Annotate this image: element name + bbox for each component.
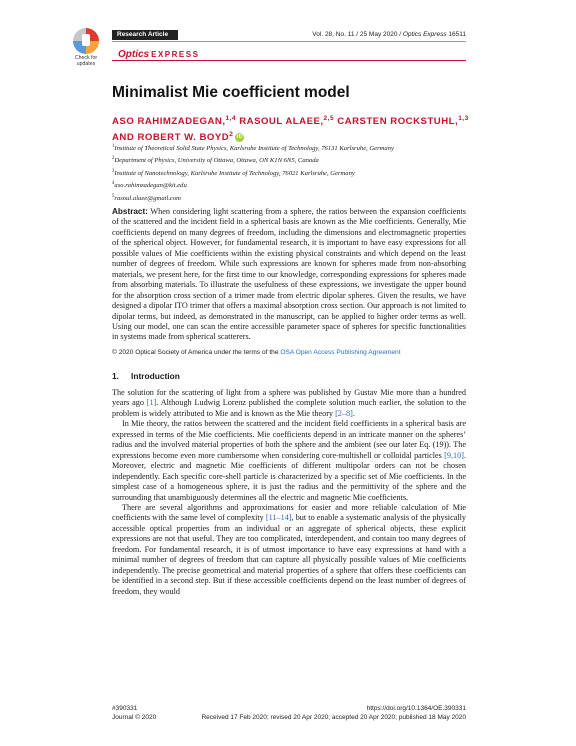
journal-logo: Optics EXPRESS — [118, 49, 200, 60]
abstract-label: Abstract: — [112, 207, 148, 216]
body-text — [112, 388, 466, 597]
paragraph: The solution for the scattering of light from a sphere was published by Gustav Mie more than a hundred years ago [1]. Although Ludwig Lorenz published the complete solution much earlier, the solution to the problem is widely attributed to Mie and is known as the Mie theory [2–8]. — [112, 388, 466, 418]
abstract-text: When considering light scattering from a sphere, the ratios between the expansion coefficients of the scattered and the incident field in a spherical basis are known as the Mie coefficients. Generally, Mie coefficients depend on many degrees of freedom, including the dimensions and electromagnetic properties of the spherical object. However, for fundamental research, it is important to have easy expressions for all possible values of Mie coefficients within the existing physical constraints and which depend on the least number of degrees of freedom. While such expressions are known for spheres made from non-absorbing materials, we present here, for the first time to our knowledge, corresponding expressions for spheres made from absorbing materials. To illustrate the usefulness of these expressions, we investigate the upper bound for the absorption cross section of a trimer made from electric dipolar spheres. Given the results, we have designed a dipolar ITO trimer that offers a maximal absorption cross section. Our approach is not limited to dipolar terms, but indeed, as demonstrated in the manuscript, can be applied to higher order terms as well. Using our model, one can scan the entire accessible parameter space of spheres for specific functionalities in systems made from spherical scatterers. — [112, 207, 466, 342]
author-name[interactable]: CARSTEN ROCKSTUHL, — [334, 116, 459, 128]
affiliation: $^2$Department of Physics, University of Ottawa, Ottawa, ON K1N 6N5, Canada — [112, 156, 319, 165]
citation-link[interactable]: [1] — [146, 398, 157, 408]
badge-label: Check for updates — [74, 55, 98, 67]
author-list: ASO RAHIMZADEGAN,$^{1,4}$ RASOUL ALAEE,$^{2,5}$ CARSTEN ROCKSTUHL,$^{1,3}$ AND ROBERT W. BOYD$^2$ iD — [112, 115, 469, 144]
section-heading: 1. Introduction — [112, 371, 180, 381]
affiliations — [112, 142, 472, 204]
author-name[interactable]: RASOUL ALAEE, — [236, 116, 324, 128]
running-header — [112, 30, 466, 40]
update-icon — [73, 28, 99, 54]
citation-link[interactable]: [2–8] — [335, 408, 353, 418]
logo-divider — [112, 60, 466, 61]
affiliation: $^1$Institute of Theoretical Solid State Physics, Karlsruhe Institute of Technology, 76131 Karlsruhe, Germany — [112, 144, 394, 153]
journal-copyright: Journal © 2020 — [112, 714, 157, 721]
article-id: #390331 — [112, 705, 138, 712]
paragraph: There are several algorithms and approximations for easier and more reliable calculation of Mie coefficients with the same level of complexity [11–14], but to enable a systematic analysis of the physically accessible optical properties from an individual or an aggregate of spherical objects, these explicit expressions are not that useful. They are too complicated, interdependent, and contain too many degrees of freedom. For fundamental research, it is of utmost importance to have easy expressions at hand with a minimal number of degrees of freedom that can capture all physically possible values of Mie coefficients independently. The precise geometrical and material properties of a sphere that offers these coefficients can be identified in a second step. But if these accessible coefficients depend on the least number of degrees of freedom, they would — [112, 502, 466, 596]
affiliation: $^3$Institute of Nanotechnology, Karlsruhe Institute of Technology, 76021 Karlsruhe, Germany — [112, 168, 355, 178]
doi-link[interactable]: https://doi.org/10.1364/OE.390331 — [366, 705, 466, 712]
citation-line: Vol. 28, No. 11 / 25 May 2020 / Optics Express 16511 — [312, 31, 466, 38]
article-type-tag: Research Article — [112, 30, 178, 40]
citation-link[interactable]: [11–14] — [265, 513, 292, 523]
author-name[interactable]: ASO RAHIMZADEGAN, — [112, 116, 226, 128]
page-footer — [112, 704, 466, 722]
author-name[interactable]: AND ROBERT W. BOYD — [112, 132, 230, 144]
copyright-line: © 2020 Optical Society of America under the terms of the OSA Open Access Publishing Agreement — [112, 349, 401, 356]
publication-history: Received 17 Feb 2020; revised 20 Apr 2020; accepted 20 Apr 2020; published 18 May 2020 — [201, 714, 466, 721]
paragraph: In Mie theory, the ratios between the scattered and the incident field coefficients in a spherical basis are expressed in terms of the Mie coefficients. Mie coefficients depend in an intricate manner on the spheres’ radius and the involved material properties of both the sphere and the ambient (see our later Eq. (19)). The expressions become even more cumbersome when considering core-multishell or colloidal particles [9,10]. Moreover, electric and magnetic Mie coefficients of different multipolar orders can not be chosen independently. Each specific core-shell particle is characterized by a specific set of Mie coefficients. In the simplest case of a homogeneous sphere, it is just the radius and the permittivity of the sphere and the surrounding that unambiguously determines all the electric and magnetic Mie coefficients. — [112, 419, 466, 502]
check-for-updates-badge[interactable] — [66, 28, 106, 66]
citation-link[interactable]: [9,10] — [444, 450, 464, 460]
orcid-icon[interactable]: iD — [236, 134, 244, 141]
abstract — [112, 207, 466, 343]
license-link[interactable]: OSA Open Access Publishing Agreement — [280, 349, 401, 356]
paper-title: Minimalist Mie coefficient model — [112, 84, 350, 101]
email[interactable]: $^4$aso.rahimzadegan@kit.edu — [112, 181, 187, 190]
email[interactable]: $^5$rasoul.alaee@gmail.com — [112, 193, 181, 203]
header-divider — [112, 41, 466, 42]
